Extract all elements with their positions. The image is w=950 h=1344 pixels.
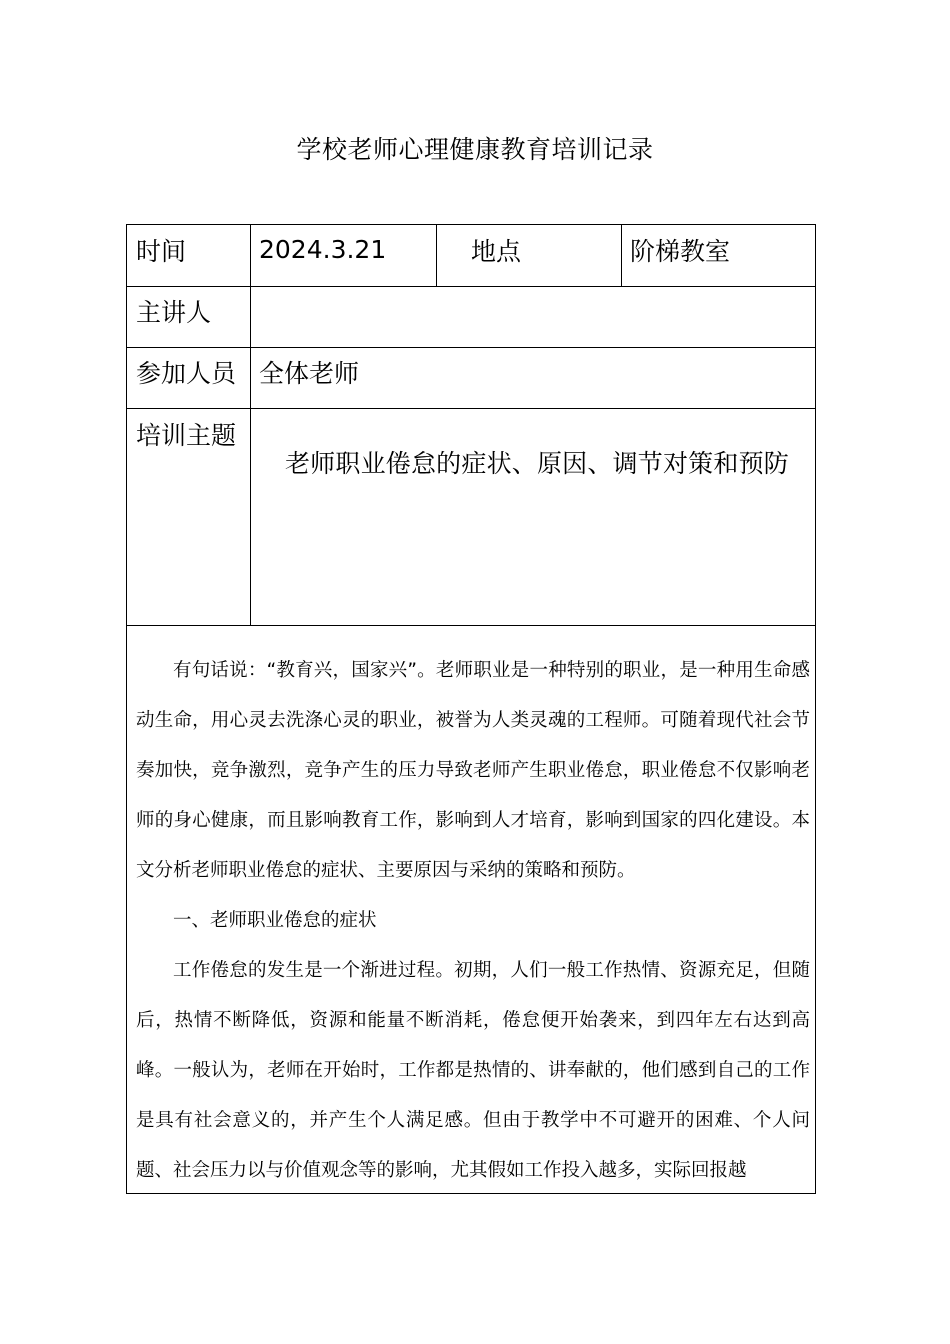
location-value: 阶梯教室: [630, 237, 731, 266]
content-paragraph: 工作倦怠的发生是一个渐进过程。初期，人们一般工作热情、资源充足，但随后，热情不断降低，资源和能量不断消耗，倦怠便开始袭来，到四年左右达到高峰。一般认为，老师在开始时，工作都是热情的、讲奉献的，他们感到自己的工作是具有社会意义的，并产生个人满足感。但由于教学中不可避开的困难、个人问题、社会压力以与价值观念等的影响，尤其假如工作投入越多，实际回报越: [136, 960, 810, 1181]
document-title: 学校老师心理健康教育培训记录: [296, 135, 654, 164]
row-divider: [127, 286, 815, 287]
column-divider: [621, 225, 622, 286]
participants-label: 参加人员: [136, 359, 237, 388]
row-divider: [127, 347, 815, 348]
row-divider: [127, 625, 815, 626]
training-content: [136, 646, 810, 1196]
location-label: 地点: [471, 237, 522, 266]
topic-label: 培训主题: [136, 421, 237, 450]
participants-value: 全体老师: [259, 359, 360, 388]
column-divider: [436, 225, 437, 286]
training-record-table: [126, 224, 816, 1194]
row-divider: [127, 408, 815, 409]
topic-value: 老师职业倦怠的症状、原因、调节对策和预防: [284, 449, 789, 478]
column-divider: [250, 225, 251, 625]
content-paragraph: 有句话说：“教育兴，国家兴”。老师职业是一种特别的职业，是一种用生命感动生命，用心灵去洗涤心灵的职业，被誉为人类灵魂的工程师。可随着现代社会节奏加快，竞争激烈，竞争产生的压力导致老师产生职业倦怠，职业倦怠不仅影响老师的身心健康，而且影响教育工作，影响到人才培育，影响到国家的四化建设。本文分析老师职业倦怠的症状、主要原因与采纳的策略和预防。: [136, 660, 810, 881]
time-label: 时间: [136, 237, 187, 266]
section-heading: 一、老师职业倦怠的症状: [173, 910, 377, 931]
speaker-label: 主讲人: [136, 298, 212, 327]
time-value: 2024.3.21: [259, 235, 387, 264]
